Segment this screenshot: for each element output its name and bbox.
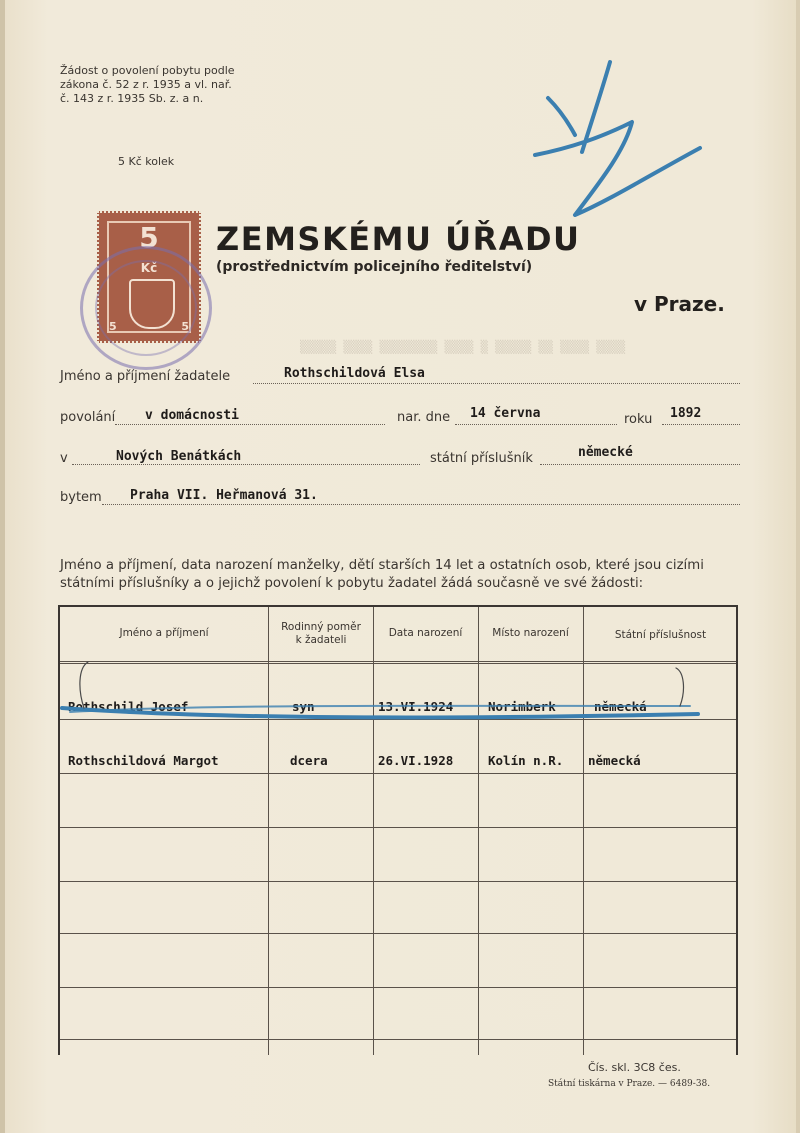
table-row-divider: [60, 827, 736, 828]
page-title: ZEMSKÉMU ÚŘADU: [216, 220, 581, 258]
table-row-divider: [60, 933, 736, 934]
table-row-divider: [60, 1039, 736, 1040]
table-cell-birthplace: Norimberk: [488, 699, 556, 714]
revenue-stamp-denomination: 5: [139, 221, 159, 254]
legal-reference-line1: Žádost o povolení pobytu podle: [60, 64, 235, 77]
birthplace-value: Nových Benátkách: [116, 449, 242, 464]
header-birth-date: Data narození: [388, 627, 463, 639]
pencil-mark-icon: [535, 62, 700, 215]
birth-date-value: 14 června: [470, 406, 541, 421]
revenue-stamp-corner-right: 5: [181, 320, 189, 333]
family-members-table: [58, 605, 738, 1055]
stamp-label: 5 Kč kolek: [118, 155, 175, 168]
birth-year-line: [662, 423, 740, 425]
applicant-name-line: [253, 382, 740, 384]
residence-line: [102, 503, 740, 505]
table-cell-relationship: syn: [292, 699, 315, 714]
birth-year-value: 1892: [670, 406, 702, 421]
page-edge-right: [796, 0, 800, 1133]
citizenship-value: německé: [578, 445, 633, 460]
revenue-stamp-unit: Kč: [140, 261, 158, 275]
table-row-divider: [60, 773, 736, 774]
occupation-label: povolání: [60, 410, 116, 425]
header-relationship: Rodinný poměr k žadateli: [281, 621, 361, 646]
form-code: Čís. skl. 3C8 čes.: [588, 1061, 681, 1074]
occupation-line: [115, 423, 385, 425]
page-edge-left: [0, 0, 5, 1133]
citizenship-label: státní příslušník: [430, 451, 533, 466]
table-cell-name: Rothschildová Margot: [68, 753, 219, 768]
official-seal-inner-ring: [95, 260, 197, 356]
table-cell-relationship: dcera: [290, 753, 328, 768]
table-cell-name: Rothschild Josef: [68, 699, 189, 714]
table-cell-birth-date: 26.VI.1928: [378, 753, 454, 768]
legal-reference-line2: zákona č. 52 z r. 1935 a vl. nař.: [60, 78, 232, 91]
applicant-name-value: Rothschildová Elsa: [284, 366, 425, 381]
printer-imprint: Státní tiskárna v Praze. — 6489-38.: [548, 1079, 711, 1089]
citizenship-line: [540, 463, 740, 465]
table-cell-birthplace: Kolín n.R.: [488, 753, 564, 768]
legal-reference-line3: č. 143 z r. 1935 Sb. z. a n.: [60, 92, 204, 105]
header-citizenship: Státní příslušnost: [614, 629, 707, 641]
residence-value: Praha VII. Heřmanová 31.: [130, 488, 318, 503]
birth-date-line: [455, 423, 617, 425]
table-row-divider: [60, 987, 736, 988]
legal-reference: [60, 64, 235, 106]
header-name: Jméno a příjmení: [119, 627, 209, 639]
table-cell-citizenship: německá: [588, 753, 641, 768]
occupation-value: v domácnosti: [145, 408, 239, 423]
table-row-divider: [60, 719, 736, 720]
show-through-text: ▒▒▒▒▒ ▒▒▒▒ ▒▒▒▒▒▒▒▒ ▒▒▒▒ ▒ ▒▒▒▒▒ ▒▒ ▒▒▒▒ ▒▒▒▒: [300, 340, 626, 354]
birth-year-label: roku: [624, 412, 653, 427]
place-line: v Praze.: [634, 292, 725, 316]
page-subtitle: (prostřednictvím policejního ředitelství): [216, 259, 533, 275]
header-birthplace: Místo narození: [492, 627, 569, 639]
residence-label: bytem: [60, 490, 102, 505]
applicant-name-label: Jméno a příjmení žadatele: [60, 369, 231, 384]
table-row-divider: [60, 661, 736, 662]
table-cell-citizenship: německá: [594, 699, 647, 714]
birth-date-label: nar. dne: [397, 410, 451, 425]
revenue-stamp-corner-left: 5: [109, 320, 117, 333]
birthplace-label: v: [60, 451, 68, 466]
table-row-divider: [60, 881, 736, 882]
instructions-text: Jméno a příjmení, data narození manželky, dětí starších 14 let a ostatních osob, které jsou cizími státními příslušníky a o jejichž povolení k pobytu žadatel žádá současně ve své žádosti:: [60, 558, 704, 591]
table-cell-birth-date: 13.VI.1924: [378, 699, 454, 714]
table-row-divider: [60, 663, 736, 664]
